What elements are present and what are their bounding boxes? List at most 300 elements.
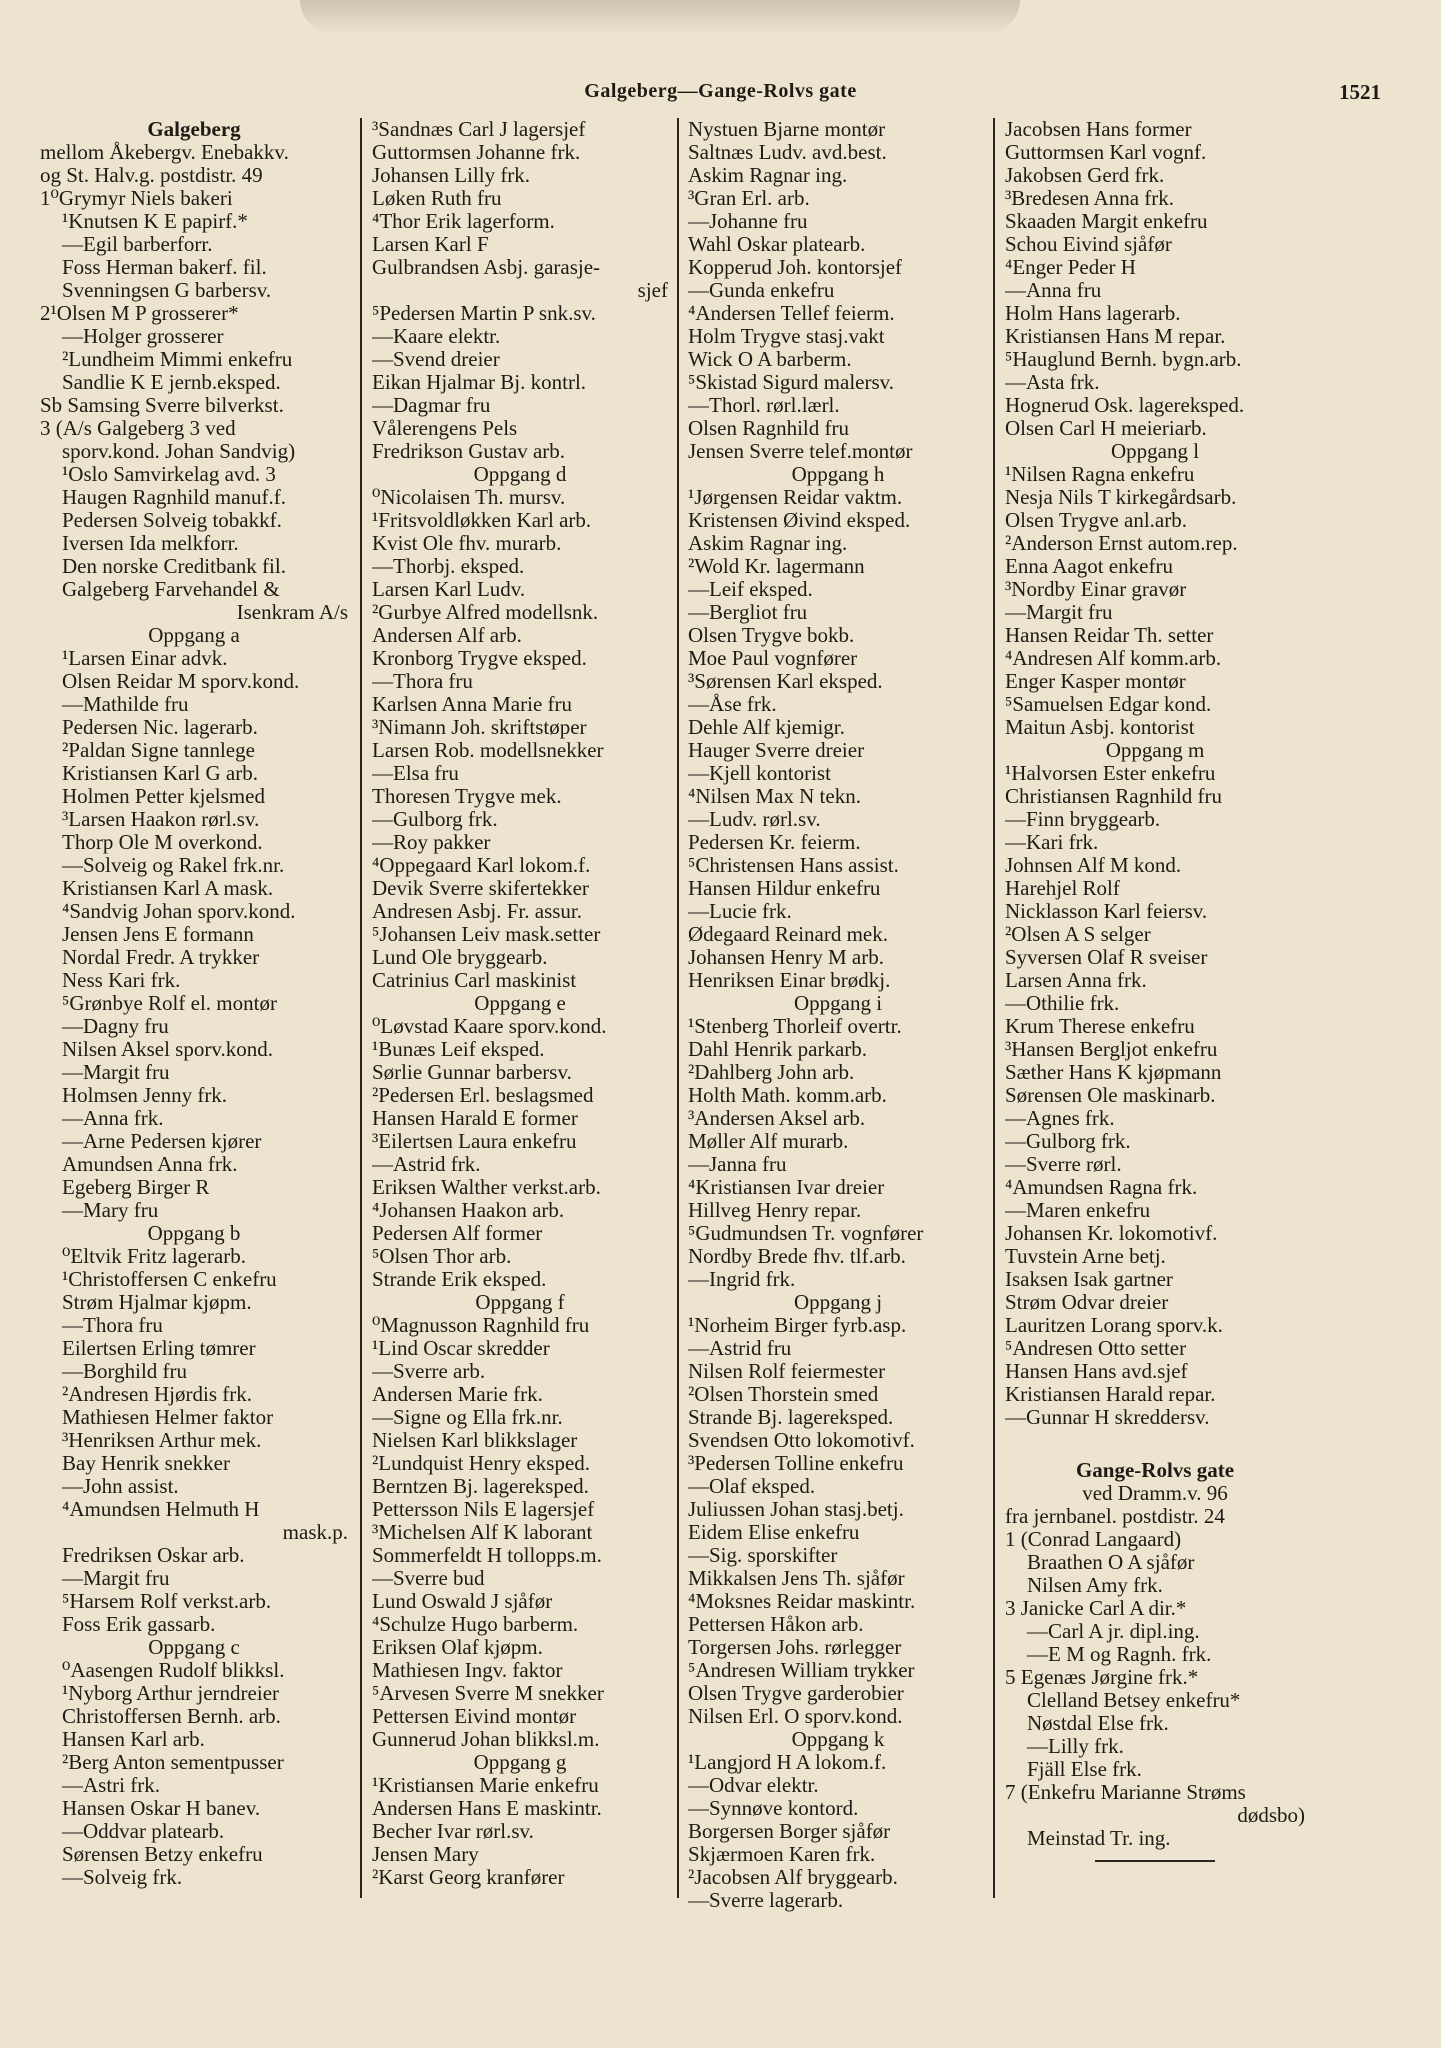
section-heading: Oppgang a (148, 623, 240, 647)
directory-entry: —Åse frk. (688, 692, 777, 716)
directory-entry: —Gunnar H skreddersv. (1005, 1405, 1210, 1429)
directory-entry: —Kjell kontorist (688, 761, 831, 785)
directory-entry: Maitun Asbj. kontorist (1005, 715, 1195, 739)
directory-entry: ²Olsen Thorstein smed (688, 1382, 879, 1406)
directory-entry: Mathiesen Ingv. faktor (372, 1658, 563, 1682)
directory-entry: ¹Oslo Samvirkelag avd. 3 (62, 462, 276, 486)
directory-entry: Nilsen Rolf feiermester (688, 1359, 886, 1383)
directory-entry: Lauritzen Lorang sporv.k. (1005, 1313, 1223, 1337)
directory-entry: Olsen Trygve garderobier (688, 1681, 904, 1705)
directory-entry: Olsen Carl H meieriarb. (1005, 416, 1207, 440)
directory-entry: ³Eilertsen Laura enkefru (372, 1129, 577, 1153)
directory-entry: Eriksen Olaf kjøpm. (372, 1635, 543, 1659)
directory-entry: Nøstdal Else frk. (1027, 1711, 1169, 1735)
directory-entry: ⁴Amundsen Ragna frk. (1005, 1175, 1198, 1199)
directory-entry: ⁵Gudmundsen Tr. vognfører (688, 1221, 924, 1245)
page-header (40, 80, 1401, 120)
directory-entry: —Astrid frk. (372, 1152, 481, 1176)
directory-entry: Andersen Marie frk. (372, 1382, 543, 1406)
directory-entry: 2¹Olsen M P grosserer* (40, 301, 239, 325)
directory-entry: Thorp Ole M overkond. (62, 830, 263, 854)
directory-entry: Borgersen Borger sjåfør (688, 1819, 891, 1843)
directory-entry: Holm Hans lagerarb. (1005, 301, 1181, 325)
directory-entry: —Sverre bud (372, 1566, 485, 1590)
directory-entry: Mikkalsen Jens Th. sjåfør (688, 1566, 905, 1590)
directory-entry: 3 (A/s Galgeberg 3 ved (40, 416, 236, 440)
directory-entry: Pettersson Nils E lagersjef (372, 1497, 595, 1521)
directory-entry: Harehjel Rolf (1005, 876, 1120, 900)
directory-entry: Svendsen Otto lokomotivf. (688, 1428, 915, 1452)
directory-entry: ⁰Nicolaisen Th. mursv. (372, 485, 566, 509)
directory-entry: ⁵Samuelsen Edgar kond. (1005, 692, 1212, 716)
directory-entry: Larsen Rob. modellsnekker (372, 738, 604, 762)
directory-entry: Strøm Odvar dreier (1005, 1290, 1169, 1314)
directory-entry: —Johanne fru (688, 209, 808, 233)
directory-entry: ⁵Hauglund Bernh. bygn.arb. (1005, 347, 1242, 371)
directory-entry: ⁵Andresen Otto setter (1005, 1336, 1187, 1360)
directory-entry: —Synnøve kontord. (688, 1796, 859, 1820)
directory-entry: Hansen Harald E former (372, 1106, 578, 1130)
directory-entry: —Arne Pedersen kjører (62, 1129, 262, 1153)
section-heading: Gange-Rolvs gate (1075, 1458, 1235, 1482)
directory-entry: Olsen Reidar M sporv.kond. (62, 669, 300, 693)
directory-entry: ³Hansen Bergljot enkefru (1005, 1037, 1218, 1061)
directory-entry: Hansen Reidar Th. setter (1005, 623, 1214, 647)
directory-entry: —Solveig og Rakel frk.nr. (62, 853, 285, 877)
directory-entry: Larsen Anna frk. (1005, 968, 1147, 992)
directory-entry: ¹Nilsen Ragna enkefru (1005, 462, 1195, 486)
directory-entry: Schou Eivind sjåfør (1005, 232, 1172, 256)
directory-entry: —Olaf eksped. (688, 1474, 816, 1498)
section-heading: ved Dramm.v. 96 (1082, 1481, 1228, 1505)
directory-entry: Nilsen Amy frk. (1027, 1573, 1163, 1597)
directory-entry: ⁵Pedersen Martin P snk.sv. (372, 301, 596, 325)
directory-entry: Holth Math. komm.arb. (688, 1083, 887, 1107)
directory-entry: ⁴Andersen Tellef feierm. (688, 301, 895, 325)
directory-entry: —Margit fru (62, 1566, 170, 1590)
directory-entry: Nesja Nils T kirkegårdsarb. (1005, 485, 1237, 509)
column-3 (688, 118, 988, 1968)
directory-entry: ⁰Løvstad Kaare sporv.kond. (372, 1014, 607, 1038)
directory-entry: Lund Ole bryggearb. (372, 945, 548, 969)
directory-entry: ²Pedersen Erl. beslagsmed (372, 1083, 594, 1107)
directory-entry: Jakobsen Gerd frk. (1005, 163, 1165, 187)
directory-entry: ²Gurbye Alfred modellsnk. (372, 600, 599, 624)
directory-entry: Pedersen Solveig tobakkf. (62, 508, 282, 532)
directory-entry: Hognerud Osk. lagereksped. (1005, 393, 1245, 417)
directory-entry: Moe Paul vognfører (688, 646, 858, 670)
directory-entry: ³Andersen Aksel arb. (688, 1106, 866, 1130)
directory-entry: Becher Ivar rørl.sv. (372, 1819, 534, 1843)
directory-entry: ⁴Andresen Alf komm.arb. (1005, 646, 1222, 670)
directory-entry: —Gunda enkefru (688, 278, 835, 302)
directory-entry: —Borghild fru (62, 1359, 188, 1383)
directory-entry: 3 Janicke Carl A dir.* (1005, 1596, 1187, 1620)
directory-entry: Johansen Henry M arb. (688, 945, 884, 969)
directory-entry: Nicklasson Karl feiersv. (1005, 899, 1208, 923)
directory-entry: Fjäll Else frk. (1027, 1757, 1142, 1781)
directory-entry: 5 Egenæs Jørgine frk.* (1005, 1665, 1199, 1689)
directory-entry: —Agnes frk. (1005, 1106, 1115, 1130)
directory-entry: —Asta frk. (1005, 370, 1100, 394)
section-heading: Oppgang g (473, 1750, 567, 1774)
directory-entry: —Carl A jr. dipl.ing. (1027, 1619, 1200, 1643)
directory-entry: ⁴Johansen Haakon arb. (372, 1198, 565, 1222)
section-heading: Oppgang h (791, 462, 885, 486)
directory-entry: Guttormsen Karl vognf. (1005, 140, 1207, 164)
directory-entry: ²Wold Kr. lagermann (688, 554, 865, 578)
directory-entry: mellom Åkebergv. Enebakkv. (40, 140, 289, 164)
directory-entry: ¹Norheim Birger fyrb.asp. (688, 1313, 907, 1337)
directory-entry: ³Bredesen Anna frk. (1005, 186, 1174, 210)
directory-entry: ³Gran Erl. arb. (688, 186, 810, 210)
directory-entry: —Svend dreier (372, 347, 500, 371)
directory-entry: Sb Samsing Sverre bilverkst. (40, 393, 284, 417)
directory-entry: Iversen Ida melkforr. (62, 531, 239, 555)
directory-entry: ¹Larsen Einar advk. (62, 646, 228, 670)
directory-entry: Eidem Elise enkefru (688, 1520, 860, 1544)
directory-entry: Enger Kasper montør (1005, 669, 1186, 693)
directory-entry: Hillveg Henry repar. (688, 1198, 862, 1222)
directory-entry: Kristiansen Karl A mask. (62, 876, 274, 900)
directory-entry: Kopperud Joh. kontorsjef (688, 255, 903, 279)
directory-entry: —Elsa fru (372, 761, 459, 785)
directory-entry: Askim Ragnar ing. (688, 163, 848, 187)
directory-entry: —Lilly frk. (1027, 1734, 1124, 1758)
directory-entry: Nordby Brede fhv. tlf.arb. (688, 1244, 906, 1268)
directory-entry: sporv.kond. Johan Sandvig) (62, 439, 296, 463)
column-rule (677, 118, 679, 1898)
directory-entry: Jacobsen Hans former (1005, 118, 1192, 141)
directory-entry: —Ingrid frk. (688, 1267, 796, 1291)
directory-entry: Meinstad Tr. ing. (1027, 1826, 1171, 1850)
directory-entry: Jensen Sverre telef.montør (688, 439, 913, 463)
directory-entry: —Thora fru (62, 1313, 163, 1337)
directory-entry: Gunnerud Johan blikksl.m. (372, 1727, 600, 1751)
directory-entry: ¹Stenberg Thorleif overtr. (688, 1014, 902, 1038)
directory-entry: Pedersen Kr. feierm. (688, 830, 861, 854)
directory-entry: ⁵Arvesen Sverre M snekker (372, 1681, 604, 1705)
directory-entry: Wahl Oskar platearb. (688, 232, 866, 256)
end-rule (1095, 1860, 1215, 1862)
directory-entry: Syversen Olaf R sveiser (1005, 945, 1208, 969)
directory-entry: Haugen Ragnhild manuf.f. (62, 485, 286, 509)
directory-entry: Amundsen Anna frk. (62, 1152, 238, 1176)
directory-entry: ³Larsen Haakon rørl.sv. (62, 807, 260, 831)
directory-entry: ²Lundheim Mimmi enkefru (62, 347, 293, 371)
directory-entry: ¹Halvorsen Ester enkefru (1005, 761, 1216, 785)
directory-entry: ³Michelsen Alf K laborant (372, 1520, 593, 1544)
directory-entry: —Mathilde fru (62, 692, 189, 716)
directory-entry: Kristiansen Harald repar. (1005, 1382, 1216, 1406)
directory-entry: ⁵Grønbye Rolf el. montør (62, 991, 277, 1015)
page-number: 1521 (1339, 80, 1381, 104)
directory-entry: Andersen Alf arb. (372, 623, 522, 647)
directory-entry: Isaksen Isak gartner (1005, 1267, 1173, 1291)
directory-entry: Wick O A barberm. (688, 347, 852, 371)
directory-entry: Dehle Alf kjemigr. (688, 715, 845, 739)
column-rule (360, 118, 362, 1898)
directory-entry: ³Nordby Einar gravør (1005, 577, 1187, 601)
directory-entry: ²Olsen A S selger (1005, 922, 1151, 946)
directory-entry: —Sverre lagerarb. (688, 1888, 844, 1912)
directory-entry: Larsen Karl Ludv. (372, 577, 526, 601)
directory-entry: ¹Bunæs Leif eksped. (372, 1037, 545, 1061)
directory-entry: —Maren enkefru (1005, 1198, 1151, 1222)
section-heading: Oppgang e (474, 991, 566, 1015)
directory-entry: ³Nimann Joh. skriftstøper (372, 715, 587, 739)
directory-entry: Karlsen Anna Marie fru (372, 692, 573, 716)
directory-entry: ⁰Eltvik Fritz lagerarb. (62, 1244, 246, 1268)
directory-entry: Henriksen Einar brødkj. (688, 968, 891, 992)
directory-entry: Andresen Asbj. Fr. assur. (372, 899, 582, 923)
directory-entry: ³Sørensen Karl eksped. (688, 669, 883, 693)
directory-entry: Hansen Oskar H banev. (62, 1796, 261, 1820)
directory-entry: Strande Erik eksped. (372, 1267, 547, 1291)
directory-entry: Kristensen Øivind eksped. (688, 508, 911, 532)
directory-entry: Bay Henrik snekker (62, 1451, 230, 1475)
directory-entry: Nystuen Bjarne montør (688, 118, 886, 141)
directory-entry: —E M og Ragnh. frk. (1027, 1642, 1212, 1666)
directory-entry: Sæther Hans K kjøpmann (1005, 1060, 1222, 1084)
directory-entry: Nielsen Karl blikkslager (372, 1428, 578, 1452)
directory-entry: Sommerfeldt H tollopps.m. (372, 1543, 602, 1567)
directory-entry: ¹Kristiansen Marie enkefru (372, 1773, 599, 1797)
directory-entry: Hansen Hildur enkefru (688, 876, 881, 900)
directory-entry: ⁵Andresen William trykker (688, 1658, 915, 1682)
directory-entry: —Margit fru (62, 1060, 170, 1084)
directory-entry: Saltnæs Ludv. avd.best. (688, 140, 887, 164)
directory-entry: ²Lundquist Henry eksped. (372, 1451, 591, 1475)
directory-entry: ⁴Enger Peder H (1005, 255, 1136, 279)
directory-entry: Johansen Lilly frk. (372, 163, 531, 187)
directory-entry: Devik Sverre skifertekker (372, 876, 589, 900)
directory-entry: Fredrikson Gustav arb. (372, 439, 566, 463)
directory-entry: —Lucie frk. (688, 899, 792, 923)
directory-entry: ²Jacobsen Alf bryggearb. (688, 1865, 898, 1889)
directory-entry: Lund Oswald J sjåfør (372, 1589, 553, 1613)
directory-entry: Clelland Betsey enkefru* (1027, 1688, 1241, 1712)
top-smudge (300, 0, 1020, 34)
directory-entry: —Othilie frk. (1005, 991, 1120, 1015)
column-4 (1005, 118, 1305, 1968)
directory-entry: Sørensen Betzy enkefru (62, 1842, 263, 1866)
directory-entry: ¹Lind Oscar skredder (372, 1336, 550, 1360)
section-heading: Oppgang d (473, 462, 567, 486)
directory-entry: Skjærmoen Karen frk. (688, 1842, 876, 1866)
directory-entry: ¹Jørgensen Reidar vaktm. (688, 485, 903, 509)
directory-entry: Skaaden Margit enkefru (1005, 209, 1208, 233)
directory-entry: ⁰Aasengen Rudolf blikksl. (62, 1658, 285, 1682)
directory-entry: ⁵Olsen Thor arb. (372, 1244, 512, 1268)
directory-entry: Foss Herman bakerf. fil. (62, 255, 267, 279)
directory-entry: Holmsen Jenny frk. (62, 1083, 228, 1107)
directory-entry: Guttormsen Johanne frk. (372, 140, 581, 164)
directory-entry: —Sverre rørl. (1005, 1152, 1122, 1176)
directory-entry: Fredriksen Oskar arb. (62, 1543, 245, 1567)
directory-entry: fra jernbanel. postdistr. 24 (1005, 1504, 1225, 1528)
directory-entry: ⁴Sandvig Johan sporv.kond. (62, 899, 296, 923)
directory-entry: ²Karst Georg kranfører (372, 1865, 565, 1889)
directory-entry: —Sverre arb. (372, 1359, 486, 1383)
directory-entry: ⁴Amundsen Helmuth H (62, 1497, 260, 1521)
directory-entry: —Margit fru (1005, 600, 1113, 624)
directory-entry: —Signe og Ella frk.nr. (372, 1405, 563, 1429)
directory-entry: —Kari frk. (1005, 830, 1099, 854)
directory-entry: —Solveig frk. (62, 1865, 183, 1889)
directory-entry: Johnsen Alf M kond. (1005, 853, 1182, 877)
directory-entry: Olsen Ragnhild fru (688, 416, 849, 440)
section-heading: Oppgang j (793, 1290, 883, 1314)
directory-entry: ¹Nyborg Arthur jerndreier (62, 1681, 280, 1705)
directory-entry: Svenningsen G barbersv. (62, 278, 272, 302)
section-heading: Galgeberg (147, 118, 241, 141)
directory-entry: Krum Therese enkefru (1005, 1014, 1195, 1038)
directory-entry: Torgersen Johs. rørlegger (688, 1635, 902, 1659)
directory-entry: og St. Halv.g. postdistr. 49 (40, 163, 263, 187)
directory-entry: —John assist. (62, 1474, 179, 1498)
directory-entry: Nordal Fredr. A trykker (62, 945, 260, 969)
directory-entry (1005, 1429, 1305, 1445)
section-heading: Oppgang b (147, 1221, 241, 1245)
directory-entry: ²Dahlberg John arb. (688, 1060, 855, 1084)
directory-entry: —Thorl. rørl.lærl. (688, 393, 840, 417)
directory-entry: ⁴Moksnes Reidar maskintr. (688, 1589, 916, 1613)
directory-entry: Kvist Ole fhv. murarb. (372, 531, 562, 555)
directory-entry: Ness Kari frk. (62, 968, 181, 992)
directory-entry: Sørensen Ole maskinarb. (1005, 1083, 1216, 1107)
directory-entry: Andersen Hans E maskintr. (372, 1796, 602, 1820)
directory-entry: Askim Ragnar ing. (688, 531, 848, 555)
directory-entry: —Finn bryggearb. (1005, 807, 1161, 831)
directory-entry: ⁴Thor Erik lagerform. (372, 209, 555, 233)
directory-entry: —Egil barberforr. (62, 232, 213, 256)
directory-entry: Egeberg Birger R (62, 1175, 210, 1199)
directory-entry: Thoresen Trygve mek. (372, 784, 562, 808)
directory-entry: ⁴Schulze Hugo barberm. (372, 1612, 579, 1636)
directory-entry: Møller Alf murarb. (688, 1129, 849, 1153)
directory-entry: ²Berg Anton sementpusser (62, 1750, 284, 1774)
directory-entry: Den norske Creditbank fil. (62, 554, 286, 578)
directory-entry: ⁵Skistad Sigurd malersv. (688, 370, 895, 394)
directory-entry: —Thora fru (372, 669, 473, 693)
section-heading: Oppgang i (793, 991, 883, 1015)
directory-entry: ¹Knutsen K E papirf.* (62, 209, 248, 233)
directory-entry: Olsen Trygve bokb. (688, 623, 855, 647)
directory-entry: Sandlie K E jernb.eksped. (62, 370, 281, 394)
directory-entry: Gulbrandsen Asbj. garasje- (372, 255, 601, 279)
directory-entry: —Janna fru (688, 1152, 787, 1176)
directory-entry: Eilertsen Erling tømrer (62, 1336, 256, 1360)
directory-entry: 7 (Enkefru Marianne Strøms (1005, 1780, 1246, 1804)
directory-entry: ³Pedersen Tolline enkefru (688, 1451, 904, 1475)
directory-entry: Jensen Jens E formann (62, 922, 254, 946)
directory-entry: —Anna fru (1005, 278, 1102, 302)
directory-entry: —Bergliot fru (688, 600, 808, 624)
directory-entry: —Holger grosserer (62, 324, 224, 348)
directory-entry: —Dagmar fru (372, 393, 491, 417)
directory-entry: Tuvstein Arne betj. (1005, 1244, 1166, 1268)
directory-entry: —Kaare elektr. (372, 324, 501, 348)
directory-entry: Holmen Petter kjelsmed (62, 784, 265, 808)
directory-entry: 1⁰Grymyr Niels bakeri (40, 186, 233, 210)
directory-entry: Hansen Karl arb. (62, 1727, 205, 1751)
directory-entry: Hauger Sverre dreier (688, 738, 865, 762)
section-heading: Oppgang f (475, 1290, 565, 1314)
directory-entry: —Astrid fru (688, 1336, 792, 1360)
directory-entry: Hansen Hans avd.sjef (1005, 1359, 1188, 1383)
directory-entry: Nilsen Erl. O sporv.kond. (688, 1704, 903, 1728)
directory-entry: —Thorbj. eksped. (372, 554, 525, 578)
directory-entry: Kristiansen Hans M repar. (1005, 324, 1226, 348)
directory-entry: Isenkram A/s (236, 600, 348, 624)
directory-entry: ⁴Oppegaard Karl lokom.f. (372, 853, 591, 877)
directory-entry: ²Paldan Signe tannlege (62, 738, 255, 762)
directory-entry: Jensen Mary (372, 1842, 479, 1866)
directory-entry: Kronborg Trygve eksped. (372, 646, 587, 670)
section-heading: Oppgang m (1105, 738, 1205, 762)
page-title: Galgeberg—Gange-Rolvs gate (584, 80, 857, 102)
directory-entry: ⁰Magnusson Ragnhild fru (372, 1313, 590, 1337)
directory-entry: ³Henriksen Arthur mek. (62, 1428, 262, 1452)
directory-entry: Mathiesen Helmer faktor (62, 1405, 274, 1429)
section-heading: Oppgang k (791, 1727, 885, 1751)
directory-entry: Olsen Trygve anl.arb. (1005, 508, 1187, 532)
directory-entry: Kristiansen Karl G arb. (62, 761, 258, 785)
directory-entry: Sørlie Gunnar barbersv. (372, 1060, 572, 1084)
directory-entry: Johansen Kr. lokomotivf. (1005, 1221, 1218, 1245)
directory-entry: —Dagny fru (62, 1014, 169, 1038)
directory-entry: Larsen Karl F (372, 232, 489, 256)
directory-entry: —Gulborg frk. (1005, 1129, 1131, 1153)
directory-entry: Strøm Hjalmar kjøpm. (62, 1290, 252, 1314)
directory-entry: Dahl Henrik parkarb. (688, 1037, 868, 1061)
directory-entry: —Ludv. rørl.sv. (688, 807, 821, 831)
directory-entry: Juliussen Johan stasj.betj. (688, 1497, 904, 1521)
directory-entry: ¹Christoffersen C enkefru (62, 1267, 277, 1291)
directory-entry: Braathen O A sjåfør (1027, 1550, 1195, 1574)
directory-entry: ²Andresen Hjørdis frk. (62, 1382, 253, 1406)
directory-entry: ⁵Christensen Hans assist. (688, 853, 899, 877)
directory-entry: ⁴Kristiansen Ivar dreier (688, 1175, 885, 1199)
directory-entry: ²Anderson Ernst autom.rep. (1005, 531, 1238, 555)
directory-entry: —Roy pakker (372, 830, 491, 854)
directory-entry: —Odvar elektr. (688, 1773, 819, 1797)
column-rule (993, 118, 995, 1898)
directory-entry: Christoffersen Bernh. arb. (62, 1704, 281, 1728)
directory-entry: ⁵Harsem Rolf verkst.arb. (62, 1589, 272, 1613)
directory-entry: —Sig. sporskifter (688, 1543, 838, 1567)
directory-entry: Vålerengens Pels (372, 416, 518, 440)
directory-entry: Strande Bj. lagereksped. (688, 1405, 894, 1429)
directory-entry: Pettersen Eivind montør (372, 1704, 577, 1728)
directory-entry: Holm Trygve stasj.vakt (688, 324, 885, 348)
directory-entry: dødsbo) (1237, 1803, 1305, 1827)
directory-entry: ³Sandnæs Carl J lagersjef (372, 118, 586, 141)
directory-entry: mask.p. (282, 1520, 348, 1544)
directory-entry: Enna Aagot enkefru (1005, 554, 1173, 578)
directory-entry: Pedersen Alf former (372, 1221, 543, 1245)
directory-entry: sjef (637, 278, 668, 302)
section-heading: Oppgang c (148, 1635, 240, 1659)
directory-entry: Eriksen Walther verkst.arb. (372, 1175, 601, 1199)
column-2 (372, 118, 668, 1968)
directory-entry: 1 (Conrad Langaard) (1005, 1527, 1182, 1551)
directory-entry: Berntzen Bj. lagereksped. (372, 1474, 589, 1498)
directory-entry: Løken Ruth fru (372, 186, 502, 210)
directory-entry: Pedersen Nic. lagerarb. (62, 715, 258, 739)
directory-entry: Pettersen Håkon arb. (688, 1612, 864, 1636)
